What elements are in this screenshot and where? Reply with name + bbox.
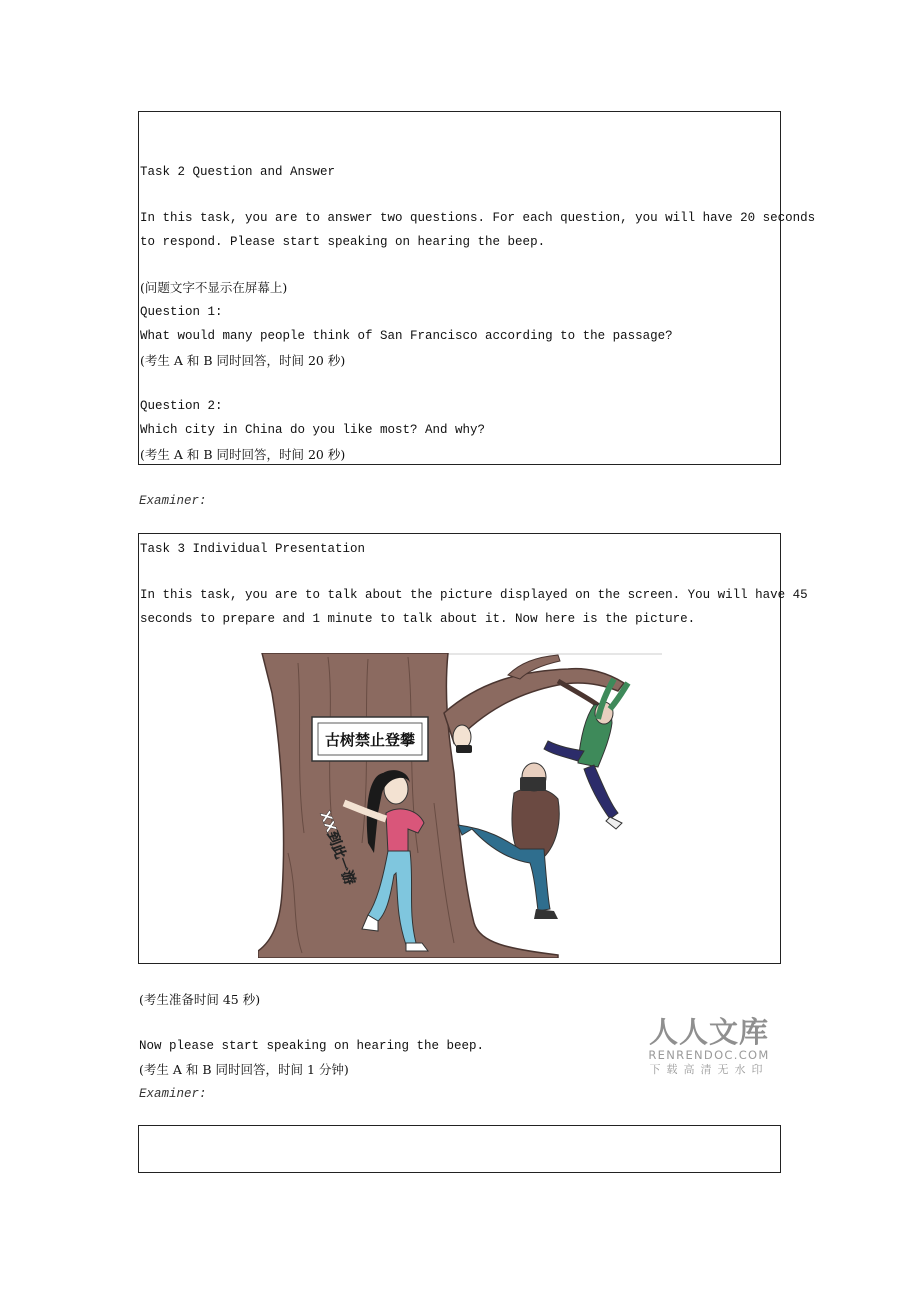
task3-title: Task 3 Individual Presentation: [140, 542, 366, 556]
task3-intro-line2: seconds to prepare and 1 minute to talk about it. Now here is the picture.: [140, 612, 696, 626]
graffiti-text: XX到此一游: [316, 808, 358, 888]
cartoon-picture: [258, 653, 662, 958]
watermark-subtitle: 下载高清无水印: [649, 1063, 769, 1076]
empty-answer-box: [138, 1125, 781, 1173]
start-speaking-text: Now please start speaking on hearing the beep.: [139, 1039, 485, 1053]
peeking-person-figure: [453, 725, 472, 753]
answer-time-note: (考生 A 和 B 同时回答，时间 1 分钟): [139, 1062, 349, 1077]
watermark-url: RENRENDOC.COM: [648, 1048, 770, 1062]
question2-text: Which city in China do you like most? And why?: [140, 423, 486, 437]
sign-text: 古树禁止登攀: [324, 731, 416, 749]
question1-label: Question 1:: [140, 305, 223, 319]
question1-text: What would many people think of San Francisco according to the passage?: [140, 329, 673, 343]
watermark-title: 人人文库: [648, 1015, 769, 1049]
task2-note: (问题文字不显示在屏幕上): [140, 280, 288, 295]
task3-intro-line1: In this task, you are to talk about the picture displayed on the screen. You will have 45: [140, 588, 808, 602]
watermark-logo: [646, 1016, 772, 1077]
man-with-camera-figure: [458, 763, 559, 919]
task2-box: [138, 111, 816, 465]
prep-time-note: (考生准备时间 45 秒): [139, 992, 261, 1007]
examiner-label-2: Examiner:: [139, 1087, 207, 1101]
task2-intro-line1: In this task, you are to answer two questions. For each question, you will have 20 seconds: [140, 211, 816, 225]
question1-note: (考生 A 和 B 同时回答，时间 20 秒): [140, 353, 346, 368]
question2-label: Question 2:: [140, 399, 223, 413]
task2-intro-line2: to respond. Please start speaking on hearing the beep.: [140, 235, 546, 249]
examiner-label-1: Examiner:: [139, 494, 207, 508]
task2-title: Task 2 Question and Answer: [140, 165, 336, 179]
question2-note: (考生 A 和 B 同时回答，时间 20 秒): [140, 447, 346, 462]
